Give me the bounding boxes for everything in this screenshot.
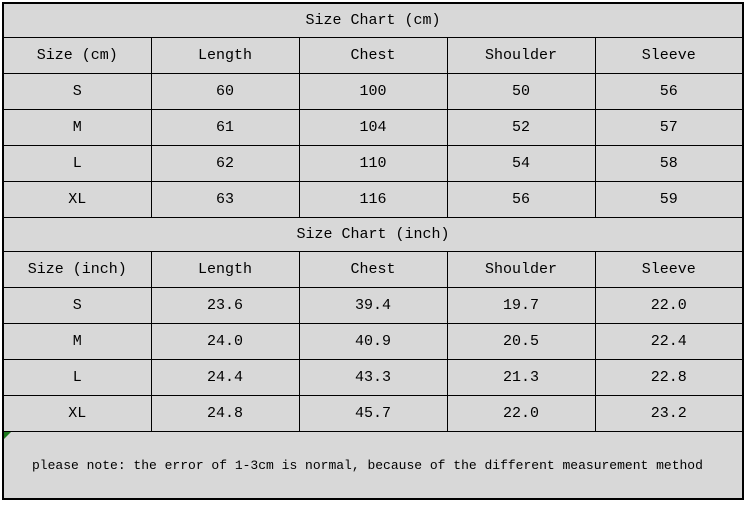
table-cell: 22.8 bbox=[595, 360, 743, 396]
table-cell: S bbox=[3, 74, 151, 110]
table-cell: 21.3 bbox=[447, 360, 595, 396]
table-row-cm-s bbox=[3, 74, 743, 110]
size-note-text: please note: the error of 1-3cm is normal, because of the different measurement method bbox=[32, 457, 703, 473]
table-cell: L bbox=[3, 360, 151, 396]
column-header-size-inch: Size (inch) bbox=[3, 252, 151, 288]
column-header-sleeve: Sleeve bbox=[595, 252, 743, 288]
table-cell: L bbox=[3, 146, 151, 182]
size-note-cell bbox=[3, 432, 743, 500]
table-cell: 62 bbox=[151, 146, 299, 182]
table-row-inch-s bbox=[3, 288, 743, 324]
table-cell: 110 bbox=[299, 146, 447, 182]
column-header-chest: Chest bbox=[299, 252, 447, 288]
table-cell: 100 bbox=[299, 74, 447, 110]
table-cell: 22.4 bbox=[595, 324, 743, 360]
column-header-shoulder: Shoulder bbox=[447, 252, 595, 288]
table-cell: 22.0 bbox=[447, 396, 595, 432]
table-title-inch: Size Chart (inch) bbox=[3, 218, 743, 252]
table-cell: 104 bbox=[299, 110, 447, 146]
table-cell: 24.4 bbox=[151, 360, 299, 396]
table-cell: 24.8 bbox=[151, 396, 299, 432]
table-cell: 116 bbox=[299, 182, 447, 218]
table-cell: S bbox=[3, 288, 151, 324]
table-cell: 43.3 bbox=[299, 360, 447, 396]
table-row-inch-xl bbox=[3, 396, 743, 432]
table-cell: 40.9 bbox=[299, 324, 447, 360]
table-cell: 50 bbox=[447, 74, 595, 110]
size-chart-table bbox=[2, 2, 744, 500]
table-cell: 54 bbox=[447, 146, 595, 182]
table-row-cm-m bbox=[3, 110, 743, 146]
column-header-sleeve: Sleeve bbox=[595, 38, 743, 74]
column-header-shoulder: Shoulder bbox=[447, 38, 595, 74]
table-header-row-inch bbox=[3, 252, 743, 288]
table-cell: 60 bbox=[151, 74, 299, 110]
table-cell: 39.4 bbox=[299, 288, 447, 324]
table-cell: 57 bbox=[595, 110, 743, 146]
table-row-inch-m bbox=[3, 324, 743, 360]
table-cell: 63 bbox=[151, 182, 299, 218]
table-cell: 45.7 bbox=[299, 396, 447, 432]
table-cell: 24.0 bbox=[151, 324, 299, 360]
table-row-inch-l bbox=[3, 360, 743, 396]
column-header-length: Length bbox=[151, 252, 299, 288]
column-header-length: Length bbox=[151, 38, 299, 74]
table-header-row-cm bbox=[3, 38, 743, 74]
table-title-cm: Size Chart (cm) bbox=[3, 3, 743, 38]
table-cell: XL bbox=[3, 396, 151, 432]
table-cell: 23.6 bbox=[151, 288, 299, 324]
table-row-cm-xl bbox=[3, 182, 743, 218]
cell-corner-marker-icon bbox=[4, 432, 11, 439]
table-cell: 19.7 bbox=[447, 288, 595, 324]
table-cell: 20.5 bbox=[447, 324, 595, 360]
table-cell: M bbox=[3, 324, 151, 360]
table-cell: M bbox=[3, 110, 151, 146]
table-row-cm-l bbox=[3, 146, 743, 182]
table-cell: 61 bbox=[151, 110, 299, 146]
column-header-size-cm: Size (cm) bbox=[3, 38, 151, 74]
table-cell: 23.2 bbox=[595, 396, 743, 432]
table-cell: 22.0 bbox=[595, 288, 743, 324]
table-cell: 59 bbox=[595, 182, 743, 218]
table-cell: 58 bbox=[595, 146, 743, 182]
note-row bbox=[3, 432, 743, 500]
table-title-row-cm bbox=[3, 3, 743, 38]
table-cell: XL bbox=[3, 182, 151, 218]
table-cell: 56 bbox=[595, 74, 743, 110]
table-cell: 52 bbox=[447, 110, 595, 146]
table-cell: 56 bbox=[447, 182, 595, 218]
table-title-row-inch bbox=[3, 218, 743, 252]
column-header-chest: Chest bbox=[299, 38, 447, 74]
